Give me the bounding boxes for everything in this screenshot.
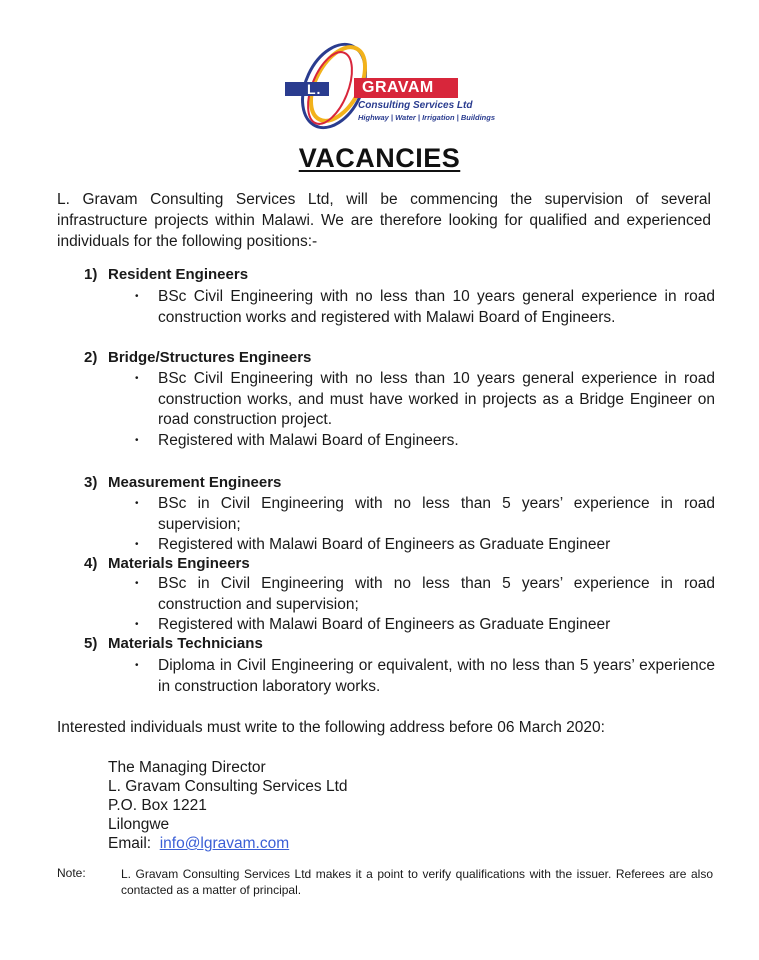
logo-sectors: Highway | Water | Irrigation | Buildings xyxy=(358,113,496,122)
bullet-icon: • xyxy=(135,291,139,302)
logo-letter: L. xyxy=(285,82,329,96)
company-logo xyxy=(282,36,522,132)
page-title: VACANCIES xyxy=(298,143,461,173)
position-heading-resident-engineers xyxy=(84,266,248,283)
address-line: Lilongwe xyxy=(108,816,170,833)
requirement-item xyxy=(135,535,715,556)
position-title: Materials Technicians xyxy=(108,635,263,652)
email-row xyxy=(108,834,348,853)
requirement-text: BSc in Civil Engineering with no less than 5 years’ experience in road supervision; xyxy=(158,495,715,533)
note-text: L. Gravam Consulting Services Ltd makes it a point to verify qualifications with the issuer. Referees are also contacted as a matter of principal. xyxy=(121,867,713,897)
requirement-item xyxy=(135,494,715,535)
position-title: Measurement Engineers xyxy=(108,474,282,491)
requirement-text: BSc in Civil Engineering with no less than 5 years’ experience in road construction and supervision; xyxy=(158,575,715,613)
logo-tagline: Consulting Services Ltd xyxy=(358,100,473,111)
address-line: L. Gravam Consulting Services Ltd xyxy=(108,778,348,795)
requirement-item xyxy=(135,574,715,615)
requirement-text: Registered with Malawi Board of Engineers as Graduate Engineer xyxy=(158,536,611,553)
position-heading-materials-technicians xyxy=(84,635,263,652)
position-title: Bridge/Structures Engineers xyxy=(108,349,312,366)
bullet-icon: • xyxy=(135,435,139,446)
position-number: 2) xyxy=(84,349,98,366)
requirement-item xyxy=(135,369,715,431)
requirement-item xyxy=(135,431,715,452)
application-deadline-text: Interested individuals must write to the following address before 06 March 2020: xyxy=(57,719,605,736)
logo-name: GRAVAM xyxy=(354,78,458,98)
requirement-text: Registered with Malawi Board of Engineers. xyxy=(158,432,459,449)
position-number: 1) xyxy=(84,266,98,283)
bullet-icon: • xyxy=(135,373,139,384)
intro-paragraph: L. Gravam Consulting Services Ltd, will be commencing the supervision of several infrastructure projects within Malawi. We are therefore looking for qualified and experienced individuals for the following positions:- xyxy=(57,191,711,250)
requirement-item xyxy=(135,615,715,636)
position-number: 4) xyxy=(84,555,98,572)
position-heading-bridge-engineers xyxy=(84,349,311,366)
address-block xyxy=(108,758,348,853)
requirement-item xyxy=(135,287,715,328)
address-line: P.O. Box 1221 xyxy=(108,797,207,814)
bullet-icon: • xyxy=(135,660,139,671)
requirement-item xyxy=(135,656,715,697)
bullet-icon: • xyxy=(135,578,139,589)
requirement-text: Diploma in Civil Engineering or equivalent, with no less than 5 years’ experience in construction laboratory works. xyxy=(158,657,715,695)
bullet-icon: • xyxy=(135,498,139,509)
bullet-icon: • xyxy=(135,539,139,550)
email-link[interactable]: info@lgravam.com xyxy=(159,835,290,852)
requirement-text: BSc Civil Engineering with no less than 10 years general experience in road construction works, and must have worked in projects as a Bridge Engineer on road construction project. xyxy=(158,370,715,428)
position-title: Materials Engineers xyxy=(108,555,250,572)
position-heading-measurement-engineers xyxy=(84,474,281,491)
note-label: Note: xyxy=(57,866,86,880)
address-line: The Managing Director xyxy=(108,759,266,776)
email-label: Email: xyxy=(108,835,152,852)
bullet-icon: • xyxy=(135,619,139,630)
position-title: Resident Engineers xyxy=(108,266,249,283)
requirement-text: BSc Civil Engineering with no less than 10 years general experience in road construction works and registered with Malawi Board of Engineers. xyxy=(158,288,715,326)
requirement-text: Registered with Malawi Board of Engineers as Graduate Engineer xyxy=(158,616,611,633)
position-number: 5) xyxy=(84,635,98,652)
position-number: 3) xyxy=(84,474,98,491)
position-heading-materials-engineers xyxy=(84,555,250,572)
